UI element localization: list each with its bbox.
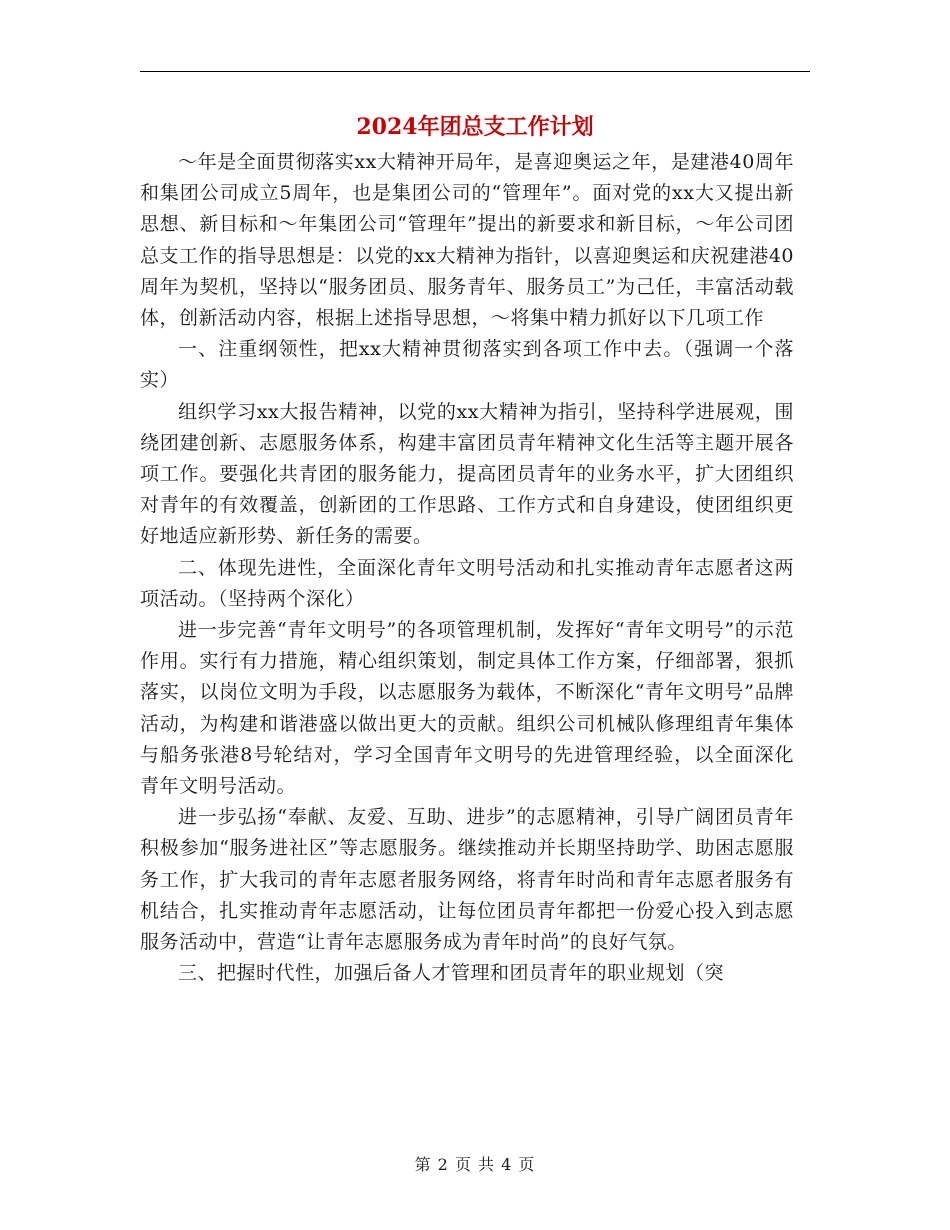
paragraph-section-1: 组织学习xx大报告精神，以党的xx大精神为指引，坚持科学进展观，围绕团建创新、志愿服务体系，构建丰富团员青年精神文化生活等主题开展各项工作。要强化共青团的服务能力，提高团员青年的业务水平，扩大团组织对青年的有效覆盖，创新团的工作思路、工作方式和自身建设，使团组织更好地适应新形势、新任务的需要。 — [140, 400, 794, 548]
document-body — [140, 147, 794, 989]
section-heading-1: 一、注重纲领性，把xx大精神贯彻落实到各项工作中去。（强调一个落实） — [140, 338, 794, 392]
paragraph-intro: ～年是全面贯彻落实xx大精神开局年，是喜迎奥运之年，是建港40周年和集团公司成立5周年，也是集团公司的“管理年”。面对党的xx大又提出新思想、新目标和～年集团公司“管理年”提出的新要求和新目标，～年公司团总支工作的指导思想是：以党的xx大精神为指针，以喜迎奥运和庆祝建港40周年为契机，坚持以“服务团员、服务青年、服务员工”为己任，丰富活动载体，创新活动内容，根据上述指导思想，～将集中精力抓好以下几项工作 — [140, 151, 794, 330]
document-title: 2024年团总支工作计划 — [356, 114, 594, 140]
header-rule — [140, 71, 810, 72]
section-heading-3: 三、把握时代性，加强后备人才管理和团员青年的职业规划（突 — [178, 962, 725, 985]
page-number-footer: 第 2 页 共 4 页 — [414, 1155, 536, 1174]
paragraph-civilization: 进一步完善“青年文明号”的各项管理机制，发挥好“青年文明号”的示范作用。实行有力措施，精心组织策划，制定具体工作方案，仔细部署，狠抓落实，以岗位文明为手段，以志愿服务为载体，不断深化“青年文明号”品牌活动，为构建和谐港盛以做出更大的贡献。组织公司机械队修理组青年集体与船务张港8号轮结对，学习全国青年文明号的先进管理经验，以全面深化青年文明号活动。 — [140, 619, 794, 798]
paragraph-volunteer: 进一步弘扬“奉献、友爱、互助、进步”的志愿精神，引导广阔团员青年积极参加“服务进社区”等志愿服务。继续推动并长期坚持助学、助困志愿服务工作，扩大我司的青年志愿者服务网络，将青年时尚和青年志愿者服务有机结合，扎实推动青年志愿活动，让每位团员青年都把一份爱心投入到志愿服务活动中，营造“让青年志愿服务成为青年时尚”的良好气氛。 — [140, 806, 794, 954]
section-heading-2: 二、体现先进性，全面深化青年文明号活动和扎实推动青年志愿者这两项活动。（坚持两个深化） — [140, 556, 794, 610]
